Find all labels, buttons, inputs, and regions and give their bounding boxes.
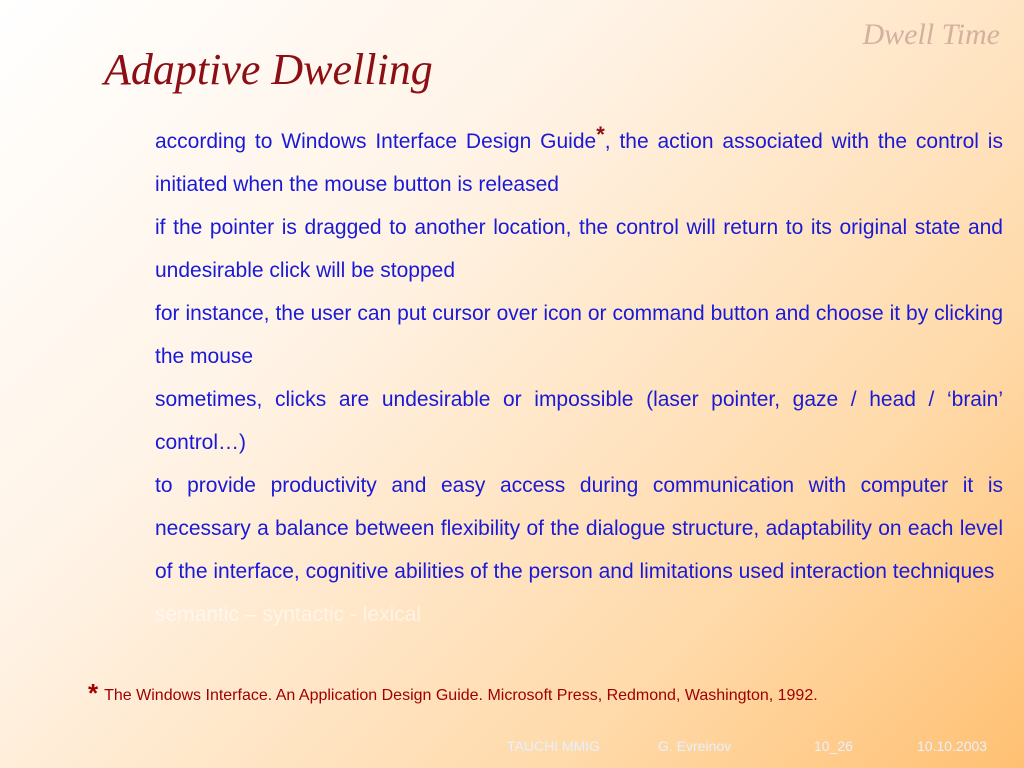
bullet-item [155, 120, 1003, 206]
footer-author: G. Evreinov [658, 738, 732, 754]
footer-slide-number: 10_26 [814, 738, 853, 754]
footnote-text: The Windows Interface. An Application Design Guide. Microsoft Press, Redmond, Washington, 1992. [104, 687, 818, 704]
footer-org: TAUCHI MMIG [507, 738, 601, 754]
bullet-list [155, 120, 1003, 636]
footer-date: 10.10.2003 [917, 738, 988, 754]
bullet-item: to provide productivity and easy access during communication with computer it is necessary a balance between flexibility of the dialogue structure, adaptability on each level of the interface, cognitive abilities of the person and limitations used interaction techniques [155, 474, 1003, 583]
slide-title: Adaptive Dwelling [104, 45, 433, 94]
footnote-marker: * [596, 122, 605, 147]
bullet-text: , the action associated with the control is initiated when the mouse button is released [155, 130, 1003, 196]
bullet-item: for instance, the user can put cursor over icon or command button and choose it by clicking the mouse [155, 302, 1003, 368]
bullet-item-faded: semantic – syntactic - lexical [155, 603, 422, 626]
bullet-text: according to Windows Interface Design Guide [155, 130, 597, 153]
bullet-item: if the pointer is dragged to another location, the control will return to its original state and undesirable click will be stopped [155, 216, 1003, 282]
bullet-item: sometimes, clicks are undesirable or impossible (laser pointer, gaze / head / ‘brain’ control…) [155, 388, 1003, 454]
section-title: Dwell Time [862, 18, 1000, 51]
footnote-marker: * [88, 678, 99, 708]
footnote [88, 678, 818, 709]
